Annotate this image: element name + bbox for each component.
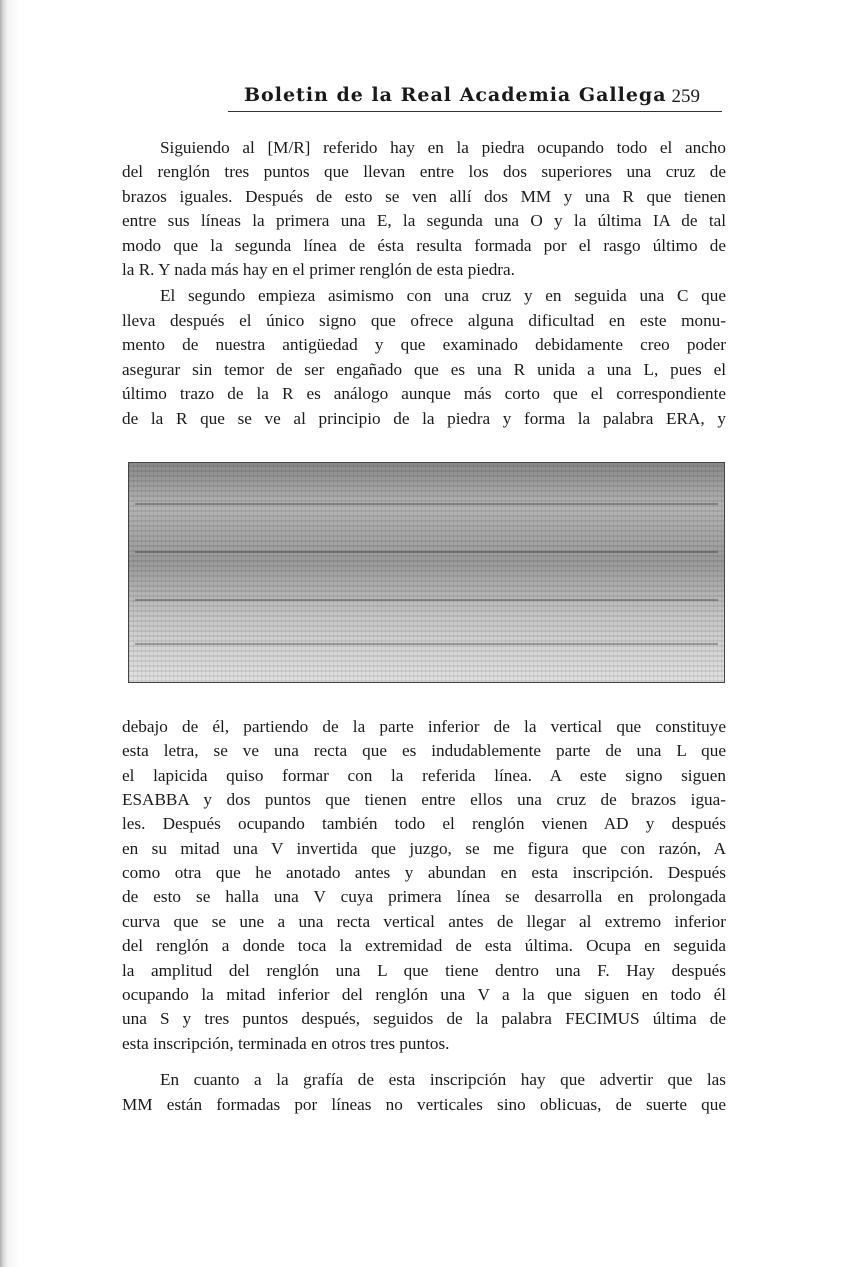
- text-line: como otra que he anotado antes y abundan en esta inscripción. Después: [122, 863, 726, 883]
- text-line: Siguiendo al [M/R] referido hay en la piedra ocupando todo el ancho: [160, 138, 726, 157]
- running-header: [228, 84, 720, 110]
- text-line: esta inscripción, terminada en otros tres puntos.: [122, 1033, 450, 1053]
- text-line: entre sus líneas la primera una E, la segunda una O y la última IA de tal: [122, 211, 726, 231]
- page-number: 259: [671, 86, 700, 107]
- text-line: brazos iguales. Después de esto se ven allí dos MM y una R que tienen: [122, 186, 726, 206]
- text-line: curva que se une a una recta vertical antes de llegar al extremo inferior: [122, 911, 726, 931]
- text-line: ESABBA y dos puntos que tienen entre ellos una cruz de brazos igua-: [122, 790, 726, 810]
- text-line: del renglón tres puntos que llevan entre los dos superiores una cruz de: [122, 162, 726, 182]
- header-rule: [228, 111, 722, 112]
- text-line: la amplitud del renglón una L que tiene dentro una F. Hay después: [122, 960, 726, 980]
- text-line: último trazo de la R es análogo aunque más corto que el correspondiente: [122, 384, 726, 403]
- scan-page-edge: [0, 0, 34, 1267]
- text-line: En cuanto a la grafía de esta inscripción hay que advertir que las: [160, 1070, 726, 1089]
- text-line: esta letra, se ve una recta que es indudablemente parte de una L que: [122, 741, 726, 761]
- text-line: mento de nuestra antigüedad y que examinado debidamente creo poder: [122, 335, 726, 354]
- text-line: el lapicida quiso formar con la referida línea. A este signo siguen: [122, 765, 726, 785]
- text-line: de esto se halla una V cuya primera línea se desarrolla en prolongada: [122, 887, 726, 907]
- text-line: asegurar sin temor de ser engañado que es una R unida a una L, pues el: [122, 359, 726, 379]
- text-line: MM están formadas por líneas no verticales sino oblicuas, de suerte que: [122, 1094, 726, 1114]
- inscription-stone-photo: [128, 462, 725, 683]
- text-line: la R. Y nada más hay en el primer renglón de esta piedra.: [122, 260, 515, 279]
- journal-title: Boletin de la Real Academia Gallega: [244, 84, 667, 106]
- text-line: del renglón a donde toca la extremidad de esta última. Ocupa en seguida: [122, 936, 726, 956]
- text-line: de la R que se ve al principio de la piedra y forma la palabra ERA, y: [122, 408, 726, 428]
- text-line: ocupando la mitad inferior del renglón una V a la que siguen en todo él: [122, 984, 726, 1004]
- text-line: lleva después el único signo que ofrece alguna dificultad en este monu-: [122, 310, 726, 330]
- text-line: en su mitad una V invertida que juzgo, se me figura que con razón, A: [122, 838, 726, 858]
- text-line: modo que la segunda línea de ésta resulta formada por el rasgo último de: [122, 235, 726, 255]
- text-line: les. Después ocupando también todo el renglón vienen AD y después: [122, 814, 726, 834]
- text-line: El segundo empieza asimismo con una cruz y en seguida una C que: [160, 286, 726, 305]
- text-line: debajo de él, partiendo de la parte inferior de la vertical que constituye: [122, 717, 726, 736]
- text-line: una S y tres puntos después, seguidos de la palabra FECIMUS última de: [122, 1009, 726, 1029]
